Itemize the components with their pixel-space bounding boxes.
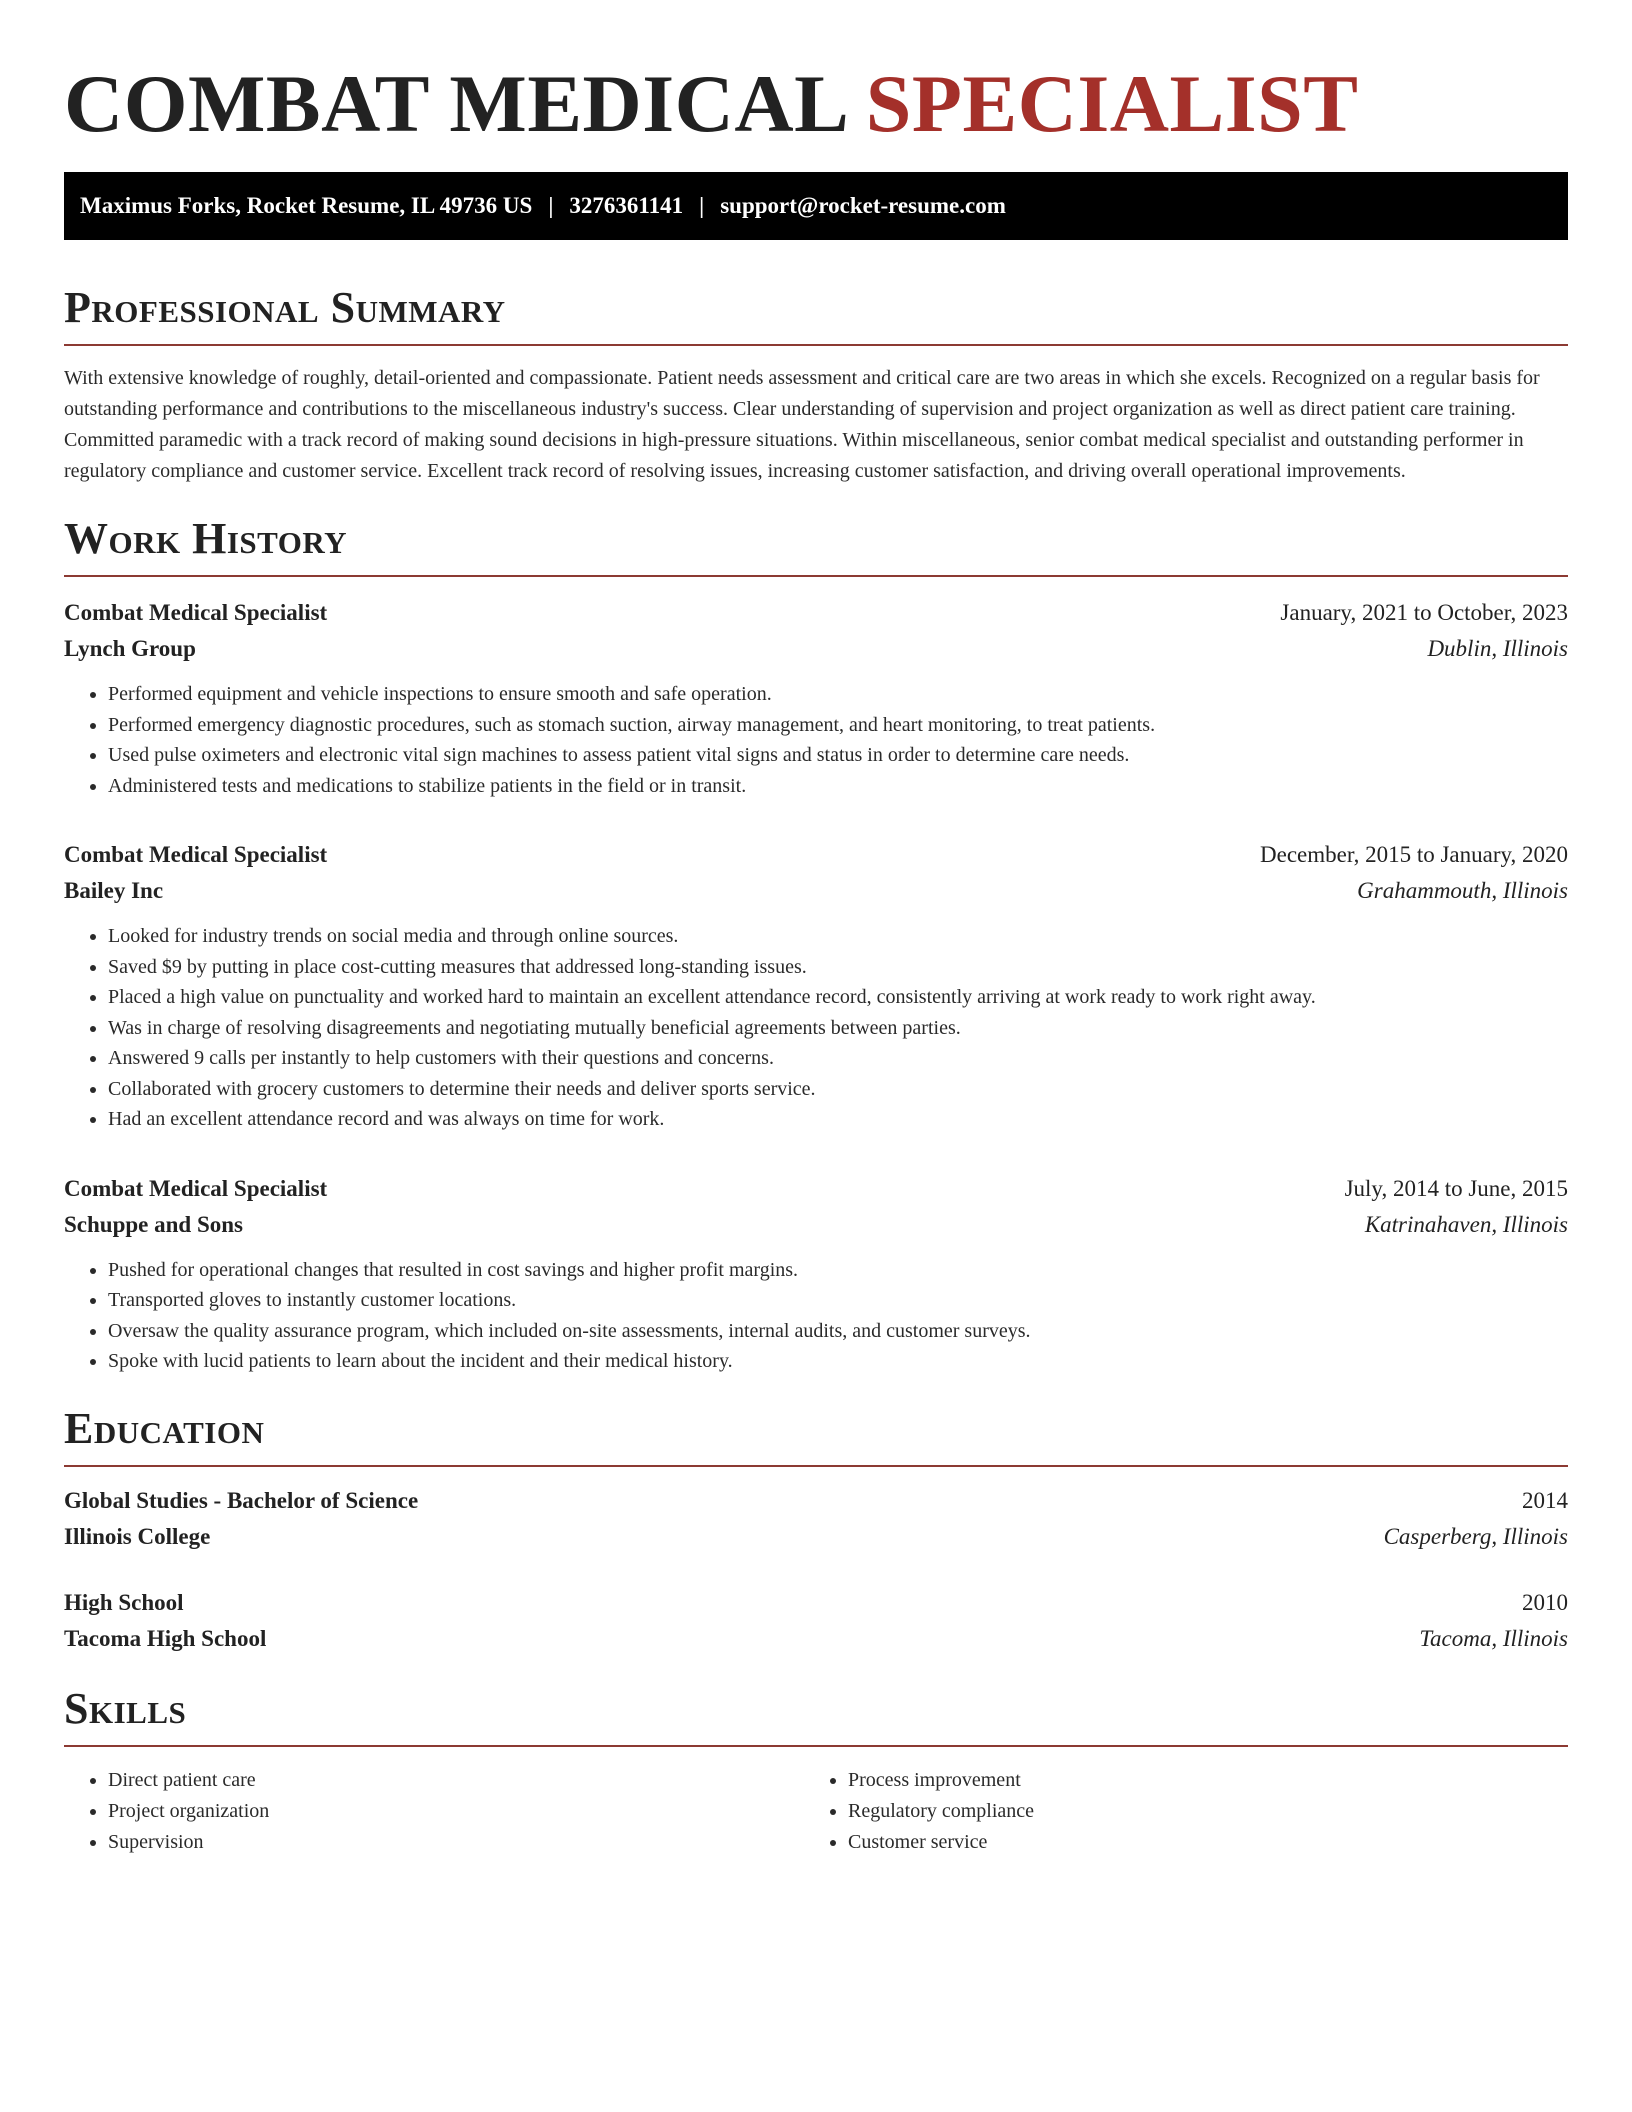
skills-column-right <box>804 1765 1544 1858</box>
job-bullets <box>64 679 1568 801</box>
title-part-1: COMBAT MEDICAL <box>64 58 845 149</box>
summary-text: With extensive knowledge of roughly, detail-oriented and compassionate. Patient needs assessment and critical care are two areas in which she excels. Recognized on a regular basis for outstanding performance and contributions to the miscellaneous industry's success. Clear understanding of supervision and project organization as well as direct patient care training. Committed paramedic with a track record of making sound decisions in high-pressure situations. Within miscellaneous, senior combat medical specialist and outstanding performer in regulatory compliance and customer service. Excellent track record of resolving issues, increasing customer satisfaction, and driving overall operational improvements. <box>64 367 1540 482</box>
job-bullet: • Was in charge of resolving disagreements and negotiating mutually beneficial agreements between parties. <box>108 1013 1568 1044</box>
job-location: Katrinahaven, Illinois <box>1364 1211 1568 1237</box>
contact-bar <box>64 172 1568 240</box>
education-year: 2014 <box>1522 1487 1568 1513</box>
contact-separator: | <box>699 193 705 218</box>
education-school: Illinois College <box>64 1523 211 1549</box>
job-entry <box>64 595 1568 801</box>
job-title: Combat Medical Specialist <box>64 600 328 625</box>
summary-section <box>64 282 1568 487</box>
job-bullets <box>64 1255 1568 1377</box>
job-bullet: • Performed equipment and vehicle inspections to ensure smooth and safe operation. <box>108 679 1568 710</box>
work-history-heading: Work History <box>64 514 348 563</box>
job-dates: January, 2021 to October, 2023 <box>1280 600 1568 625</box>
education-heading: Education <box>64 1403 265 1453</box>
summary-heading: Professional Summary <box>64 283 506 332</box>
education-location: Casperberg, Illinois <box>1383 1523 1568 1549</box>
job-title: Combat Medical Specialist <box>64 1175 328 1201</box>
education-entry <box>64 1483 1568 1555</box>
resume-title <box>64 56 1568 152</box>
job-entry <box>64 1171 1568 1377</box>
job-bullets <box>64 921 1568 1135</box>
contact-separator: | <box>548 193 554 218</box>
title-part-2: SPECIALIST <box>865 58 1359 149</box>
job-bullet: • Saved $9 by putting in place cost-cutting measures that addressed long-standing issues. <box>108 952 1568 983</box>
contact-address: Maximus Forks, Rocket Resume, IL 49736 US <box>80 193 533 218</box>
education-entry <box>64 1585 1568 1657</box>
job-bullet: • Placed a high value on punctuality and worked hard to maintain an excellent attendance record, consistently arriving at work ready to work right away. <box>108 982 1568 1013</box>
job-bullet: • Performed emergency diagnostic procedures, such as stomach suction, airway management, and heart monitoring, to treat patients. <box>108 710 1568 741</box>
job-bullet: • Used pulse oximeters and electronic vital sign machines to assess patient vital signs and status in order to determine care needs. <box>108 740 1568 771</box>
education-location: Tacoma, Illinois <box>1419 1625 1568 1651</box>
job-title: Combat Medical Specialist <box>64 842 328 867</box>
contact-email: support@rocket-resume.com <box>720 193 1006 218</box>
section-divider <box>64 1745 1568 1747</box>
skills-heading: Skills <box>64 1683 187 1733</box>
section-divider <box>64 344 1568 346</box>
job-entry <box>64 837 1568 1135</box>
education-degree: Global Studies - Bachelor of Science <box>64 1487 419 1513</box>
skill-item: • Direct patient care <box>108 1765 804 1796</box>
skill-item: • Project organization <box>108 1796 804 1827</box>
job-bullet: • Looked for industry trends on social media and through online sources. <box>108 921 1568 952</box>
job-location: Grahammouth, Illinois <box>1357 878 1568 903</box>
skills-columns <box>64 1765 1568 1858</box>
work-history-section <box>64 513 1568 1377</box>
skill-item: • Process improvement <box>848 1765 1544 1796</box>
job-bullet: • Pushed for operational changes that resulted in cost savings and higher profit margins. <box>108 1255 1568 1286</box>
skills-section <box>64 1683 1568 1858</box>
skill-item: • Supervision <box>108 1827 804 1858</box>
education-year: 2010 <box>1522 1589 1568 1615</box>
job-bullet: • Spoke with lucid patients to learn about the incident and their medical history. <box>108 1346 1568 1377</box>
contact-phone: 3276361141 <box>569 193 684 218</box>
section-divider <box>64 1465 1568 1467</box>
education-school: Tacoma High School <box>64 1625 267 1651</box>
job-bullet: • Administered tests and medications to stabilize patients in the field or in transit. <box>108 771 1568 802</box>
job-bullet: • Answered 9 calls per instantly to help customers with their questions and concerns. <box>108 1043 1568 1074</box>
job-location: Dublin, Illinois <box>1427 636 1568 661</box>
skill-item: • Regulatory compliance <box>848 1796 1544 1827</box>
job-dates: July, 2014 to June, 2015 <box>1344 1175 1568 1201</box>
job-company: Bailey Inc <box>64 878 164 903</box>
job-bullet: • Collaborated with grocery customers to determine their needs and deliver sports service. <box>108 1074 1568 1105</box>
skills-column-left <box>64 1765 804 1858</box>
job-bullet: • Oversaw the quality assurance program, which included on-site assessments, internal audits, and customer surveys. <box>108 1316 1568 1347</box>
skill-item: • Customer service <box>848 1827 1544 1858</box>
job-bullet: • Transported gloves to instantly customer locations. <box>108 1285 1568 1316</box>
job-company: Schuppe and Sons <box>64 1211 243 1237</box>
section-divider <box>64 575 1568 577</box>
job-company: Lynch Group <box>64 636 196 661</box>
education-degree: High School <box>64 1589 184 1615</box>
job-dates: December, 2015 to January, 2020 <box>1260 842 1568 867</box>
job-bullet: • Had an excellent attendance record and was always on time for work. <box>108 1104 1568 1135</box>
education-section <box>64 1403 1568 1657</box>
